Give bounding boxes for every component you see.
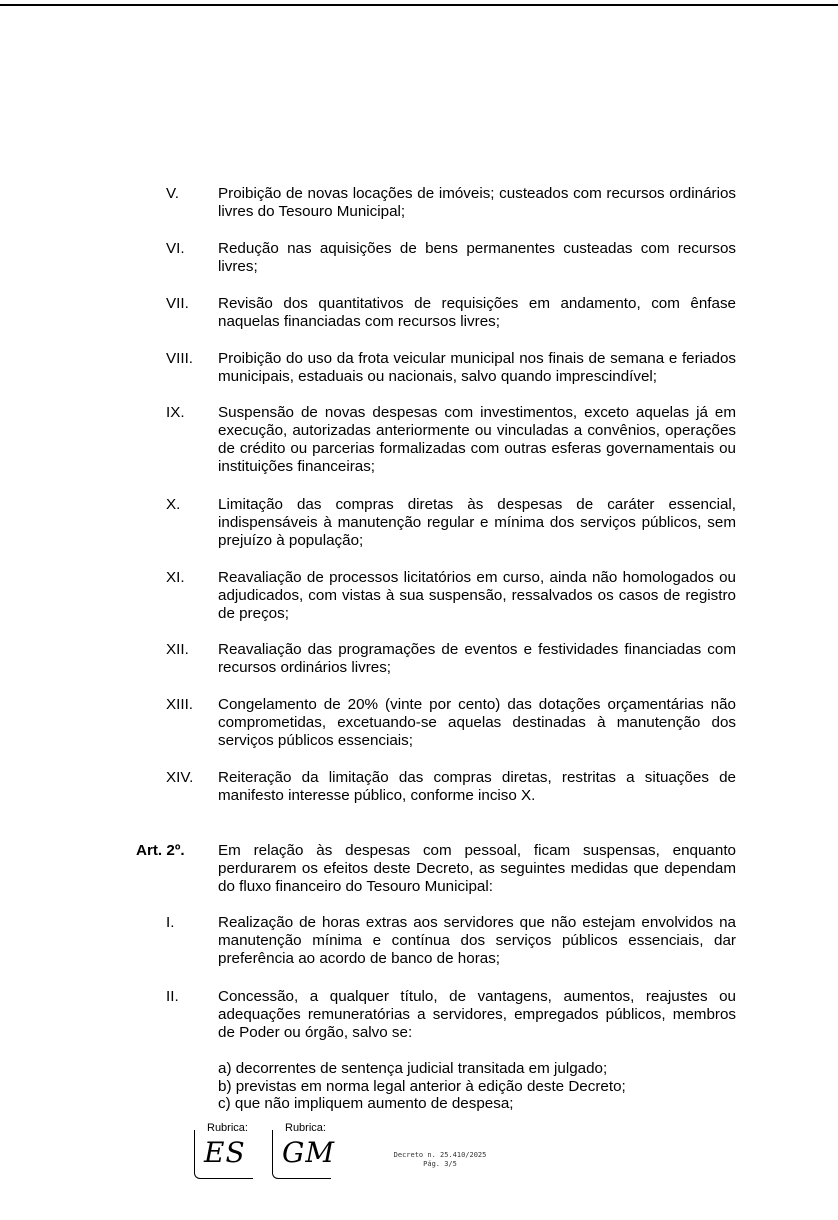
sub-items-list [218, 1060, 736, 1113]
inciso-number: XII. [166, 641, 189, 658]
rubrica-label: Rubrica: [207, 1122, 248, 1134]
sub-item-a: a) decorrentes de sentença judicial transitada em julgado; [218, 1060, 608, 1077]
inciso-text: Suspensão de novas despesas com investimentos, exceto aquelas já em execução, autorizadas anteriormente ou vinculadas a convênios, operações de crédito ou parcerias formalizadas com outras esferas governamentais ou instituições financeiras; [218, 404, 736, 475]
page-footer [360, 1151, 520, 1169]
inciso-number: V. [166, 185, 179, 202]
inciso-text: Revisão dos quantitativos de requisições em andamento, com ênfase naquelas financiadas com recursos livres; [218, 295, 736, 330]
rubrica-signature: GM [282, 1136, 336, 1169]
inciso-number: II. [166, 988, 179, 1005]
inciso-number: VII. [166, 295, 189, 312]
inciso-number: X. [166, 496, 181, 513]
rubrica-label: Rubrica: [285, 1122, 326, 1134]
inciso-text: Congelamento de 20% (vinte por cento) das dotações orçamentárias não comprometidas, excetuando-se aquelas destinadas à manutenção dos serviços públicos essenciais; [218, 696, 736, 749]
page-number: Pág. 3/5 [423, 1160, 457, 1168]
inciso-text: Proibição de novas locações de imóveis; custeados com recursos ordinários livres do Tesouro Municipal; [218, 185, 736, 220]
inciso-text: Reavaliação das programações de eventos e festividades financiadas com recursos ordinários livres; [218, 641, 736, 676]
inciso-text: Limitação das compras diretas às despesas de caráter essencial, indispensáveis à manutenção regular e mínima dos serviços públicos, sem prejuízo à população; [218, 496, 736, 549]
decree-number: Decreto n. 25.410/2025 [393, 1151, 487, 1159]
sub-item-c: c) que não impliquem aumento de despesa; [218, 1095, 514, 1112]
inciso-text: Realização de horas extras aos servidores que não estejam envolvidos na manutenção mínima e contínua dos serviços públicos essenciais, dar preferência ao acordo de banco de horas; [218, 914, 736, 967]
inciso-text: Reiteração da limitação das compras diretas, restritas a situações de manifesto interesse público, conforme inciso X. [218, 769, 736, 804]
inciso-text: Redução nas aquisições de bens permanentes custeadas com recursos livres; [218, 240, 736, 275]
page-top-border [0, 4, 838, 6]
inciso-number: VI. [166, 240, 185, 257]
inciso-number: XI. [166, 569, 185, 586]
inciso-number: IX. [166, 404, 185, 421]
inciso-text: Proibição do uso da frota veicular municipal nos finais de semana e feriados municipais, estaduais ou nacionais, salvo quando imprescindível; [218, 350, 736, 385]
article-number: Art. 2º. [136, 842, 185, 859]
rubrica-signature: ES [204, 1136, 246, 1169]
inciso-number: XIII. [166, 696, 194, 713]
article-text: Em relação às despesas com pessoal, ficam suspensas, enquanto perdurarem os efeitos deste Decreto, as seguintes medidas que dependam do fluxo financeiro do Tesouro Municipal: [218, 842, 736, 895]
rubrica-box-2 [272, 1122, 336, 1180]
inciso-number: VIII. [166, 350, 194, 367]
inciso-text: Concessão, a qualquer título, de vantagens, aumentos, reajustes ou adequações remuneratórias a servidores, empregados públicos, membros de Poder ou órgão, salvo se: [218, 988, 736, 1041]
sub-item-b: b) previstas em norma legal anterior à edição deste Decreto; [218, 1077, 626, 1095]
inciso-number: XIV. [166, 769, 194, 786]
inciso-number: I. [166, 914, 175, 931]
rubrica-box-1 [194, 1122, 254, 1180]
inciso-text: Reavaliação de processos licitatórios em curso, ainda não homologados ou adjudicados, com vistas à sua suspensão, ressalvados os casos de registro de preços; [218, 569, 736, 622]
